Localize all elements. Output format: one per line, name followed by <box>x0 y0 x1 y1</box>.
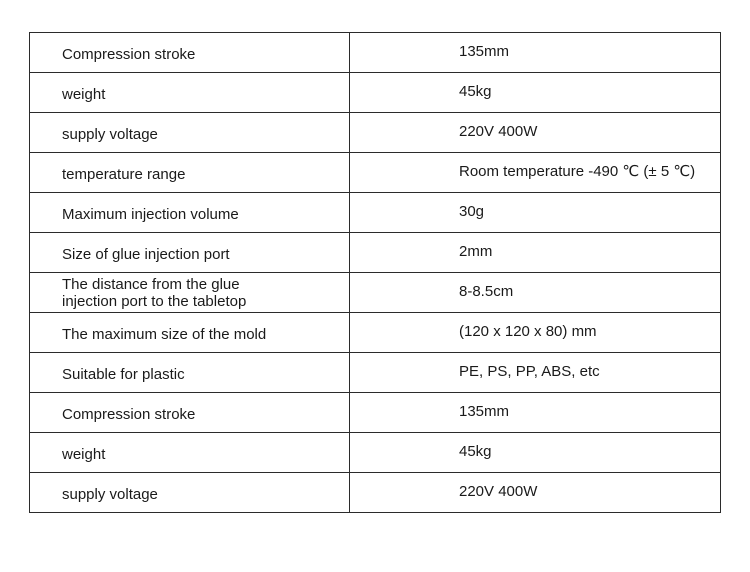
table-row <box>30 73 721 113</box>
spec-value-cell <box>350 353 721 393</box>
table-row <box>30 273 721 313</box>
spec-label-cell <box>30 33 350 73</box>
spec-value-cell <box>350 193 721 233</box>
spec-label: Compression stroke <box>62 405 196 423</box>
table-row <box>30 153 721 193</box>
spec-label: Maximum injection volume <box>62 205 239 223</box>
spec-value: 220V 400W <box>459 122 538 140</box>
spec-label: Compression stroke <box>62 45 196 63</box>
spec-label-cell <box>30 273 350 313</box>
table-row <box>30 313 721 353</box>
spec-value: 45kg <box>459 82 492 100</box>
table-row <box>30 473 721 513</box>
spec-label-cell <box>30 473 350 513</box>
spec-value: 45kg <box>459 442 492 460</box>
spec-value-cell <box>350 393 721 433</box>
spec-label-cell <box>30 113 350 153</box>
spec-value: 30g <box>459 202 485 220</box>
table-row <box>30 433 721 473</box>
spec-label: The distance from the glue injection port to the tabletop <box>62 275 247 310</box>
spec-label: Size of glue injection port <box>62 245 230 263</box>
spec-value: 2mm <box>459 242 493 260</box>
spec-value: 135mm <box>459 402 510 420</box>
spec-value: Room temperature -490 ℃ (± 5 ℃) <box>459 162 696 180</box>
table-row <box>30 33 721 73</box>
table-row <box>30 233 721 273</box>
spec-value-cell <box>350 113 721 153</box>
spec-label-cell <box>30 353 350 393</box>
spec-value-cell <box>350 473 721 513</box>
spec-value: (120 x 120 x 80) mm <box>459 322 597 340</box>
spec-value-cell <box>350 73 721 113</box>
table-row <box>30 353 721 393</box>
spec-label: weight <box>62 85 106 103</box>
spec-label: weight <box>62 445 106 463</box>
spec-label-cell <box>30 433 350 473</box>
spec-label: Suitable for plastic <box>62 365 185 383</box>
spec-label-cell <box>30 233 350 273</box>
spec-label-cell <box>30 193 350 233</box>
spec-value-cell <box>350 153 721 193</box>
spec-label: supply voltage <box>62 125 158 143</box>
spec-label-cell <box>30 313 350 353</box>
table-row <box>30 193 721 233</box>
spec-value-cell <box>350 33 721 73</box>
spec-value: PE, PS, PP, ABS, etc <box>459 362 600 380</box>
spec-label: supply voltage <box>62 485 158 503</box>
spec-label-cell <box>30 153 350 193</box>
table-row <box>30 113 721 153</box>
spec-value-cell <box>350 433 721 473</box>
spec-label: The maximum size of the mold <box>62 325 267 343</box>
spec-value-cell <box>350 273 721 313</box>
spec-value: 8-8.5cm <box>459 282 514 300</box>
spec-value: 220V 400W <box>459 482 538 500</box>
table-row <box>30 393 721 433</box>
spec-table <box>29 32 721 513</box>
spec-value: 135mm <box>459 42 510 60</box>
spec-label: temperature range <box>62 165 186 183</box>
spec-label-cell <box>30 393 350 433</box>
spec-label-cell <box>30 73 350 113</box>
spec-value-cell <box>350 233 721 273</box>
spec-value-cell <box>350 313 721 353</box>
